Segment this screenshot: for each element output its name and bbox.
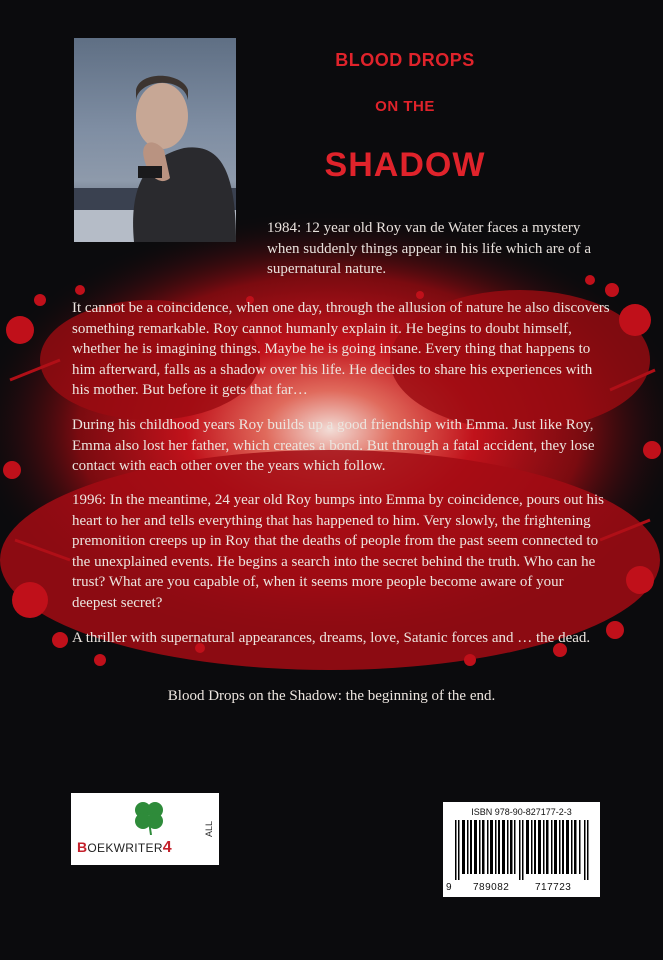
ean-right-digits: 717723 <box>535 882 572 893</box>
publisher-letter-b: B <box>77 839 88 855</box>
book-title-line-2: ON THE <box>375 98 435 115</box>
blurb-paragraph: During his childhood years Roy builds up a good friendship with Emma. Just like Roy, Emma also lost her father, which creates a bond. But through a fatal accident, they lose contact with each other over the years which follow. <box>72 417 595 474</box>
author-photo <box>74 38 236 242</box>
publisher-number: 4 <box>162 839 172 856</box>
publisher-logo <box>71 793 219 865</box>
publisher-name-mid: OEKWRITER <box>87 841 163 855</box>
book-title-line-1: BLOOD DROPS <box>335 50 475 70</box>
ean-first-digit: 9 <box>446 882 453 893</box>
blurb-paragraph: It cannot be a coincidence, when one day, through the allusion of nature he also discovers something remarkable. Roy cannot humanly explain it. He begins to doubt himself, whether he is imagining things. Maybe he is going insane. Every thing that happens to him afterward, falls as a shadow over his life. He decides to share his experiences with his mother. But before it gets that far… <box>72 300 610 398</box>
barcode-bars <box>453 820 593 880</box>
blurb-paragraph: 1996: In the meantime, 24 year old Roy bumps into Emma by coincidence, pours out his heart to her and tells everything that has happened to him. Very slowly, the frightening premonition creeps up in Roy that the deaths of people from the past seem connected to the unexplained events. He begins a search into the secret behind the truth. Who can he trust? What are you capable of, when it seems more people become aware of your deepest secret? <box>72 492 604 611</box>
publisher-suffix: ALL <box>204 820 214 837</box>
book-title-line-3: SHADOW <box>324 146 486 184</box>
isbn-label: ISBN 978-90-827177-2-3 <box>471 807 572 817</box>
isbn-barcode <box>443 802 600 897</box>
four-leaf-clover-icon <box>131 799 167 835</box>
publisher-name <box>77 839 172 857</box>
ean-left-digits: 789082 <box>473 882 510 893</box>
tagline: Blood Drops on the Shadow: the beginning of the end. <box>167 688 496 704</box>
blurb-intro: 1984: 12 year old Roy van de Water faces a mystery when suddenly things appear in his life which are of a supernatural nature. <box>267 220 592 277</box>
blurb-paragraph: A thriller with supernatural appearances, dreams, love, Satanic forces and … the dead. <box>72 630 591 646</box>
